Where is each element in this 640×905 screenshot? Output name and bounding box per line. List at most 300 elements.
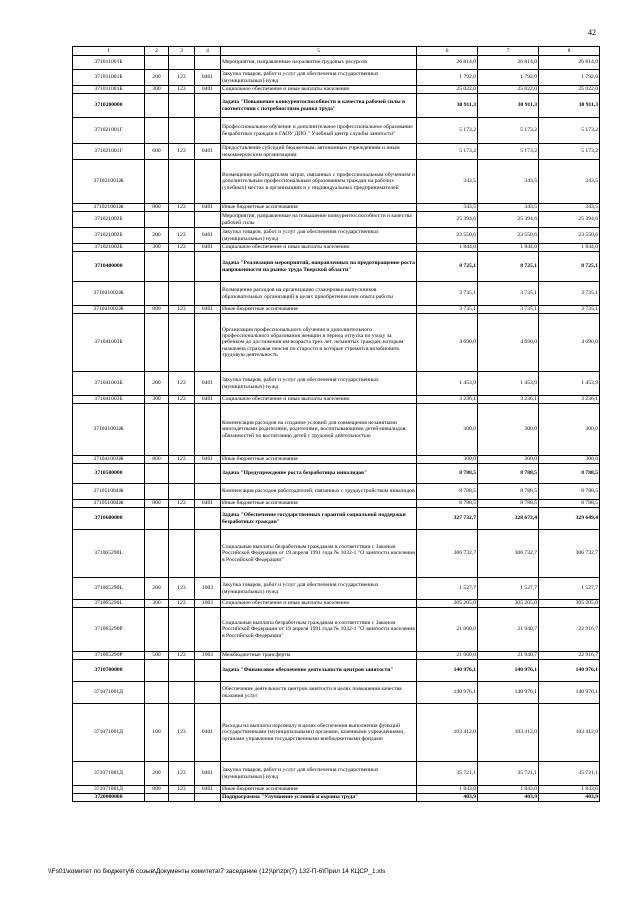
amount-year3-cell: 1 792,0 [539, 70, 600, 86]
section-cell [145, 464, 169, 484]
description-cell: Задача "Финансовое обеспечение деятельности центров занятости" [221, 660, 417, 682]
budget-code-cell: 371011001Б [73, 70, 145, 86]
description-cell: Возмещение работодателям затрат, связанных с профессиональным обучением и дополнительным профессиональным образованием граждан на рабочих (учебных) местах в организациях и у индивидуальных предпринимателей [221, 160, 417, 204]
amount-year2-cell: 35 721,1 [478, 762, 539, 786]
table-row [73, 314, 600, 372]
section-cell: 200 [145, 70, 169, 86]
amount-year1-cell: 21 000,0 [417, 608, 478, 652]
amount-year3-cell: 25 022,0 [539, 86, 600, 94]
subsection-cell: 1003 [195, 600, 221, 608]
amount-year3-cell: 305 205,0 [539, 600, 600, 608]
ministry-cell [169, 118, 195, 144]
subsection-cell: 1003 [195, 652, 221, 660]
amount-year1-cell: 306 732,7 [417, 530, 478, 578]
amount-year1-cell: 3 236,1 [417, 396, 478, 404]
ministry-cell [169, 212, 195, 228]
description-cell: Компенсация расходов на создание условий для совмещения незанятыми многодетными родителями, родителями, воспитывающими детей-инвалидов, обязанностей по воспитанию детей с трудовой деятельностью [221, 404, 417, 456]
amount-year1-cell: 403,9 [417, 794, 478, 802]
ministry-cell: 123 [169, 704, 195, 762]
budget-code-cell: 371041002Ж [73, 306, 145, 314]
ministry-cell: 123 [169, 600, 195, 608]
amount-year1-cell: 25 394,6 [417, 212, 478, 228]
budget-code-cell: 371021002Б [73, 212, 145, 228]
section-cell [145, 314, 169, 372]
amount-year2-cell: 140 976,1 [478, 660, 539, 682]
amount-year1-cell: 140 976,1 [417, 682, 478, 704]
amount-year1-cell: 3 735,1 [417, 306, 478, 314]
amount-year1-cell: 8 725,1 [417, 252, 478, 282]
subsection-cell: 0401 [195, 204, 221, 212]
section-cell [145, 212, 169, 228]
description-cell: Закупка товаров, работ и услуг для обеспечения государственных (муниципальных) нужд [221, 228, 417, 244]
subsection-cell: 0401 [195, 86, 221, 94]
description-cell: Предоставление субсидий бюджетным, автономным учреждениям и иным некоммерческим организациям [221, 144, 417, 160]
subsection-cell [195, 404, 221, 456]
amount-year2-cell: 328 673,4 [478, 508, 539, 530]
description-cell: Закупка товаров, работ и услуг для обеспечения государственных (муниципальных) нужд [221, 578, 417, 600]
description-cell: Закупка товаров, работ и услуг для обеспечения государственных (муниципальных) нужд [221, 372, 417, 396]
amount-year3-cell: 5 173,2 [539, 118, 600, 144]
description-cell: Задача "Повышение конкурентоспособности и качества рабочей силы в соответствии с потребностями рынка труда" [221, 94, 417, 118]
header-cell: 5 [221, 47, 417, 56]
description-cell: Межбюджетные трансферты [221, 652, 417, 660]
table-row [73, 704, 600, 762]
amount-year2-cell: 1 453,9 [478, 372, 539, 396]
table-row [73, 404, 600, 456]
subsection-cell: 0401 [195, 456, 221, 464]
section-cell: 300 [145, 396, 169, 404]
amount-year1-cell: 300,0 [417, 404, 478, 456]
table-row [73, 212, 600, 228]
ministry-cell: 123 [169, 244, 195, 252]
amount-year1-cell: 343,5 [417, 160, 478, 204]
amount-year1-cell: 300,0 [417, 456, 478, 464]
amount-year3-cell: 103 412,0 [539, 704, 600, 762]
ministry-cell [169, 160, 195, 204]
table-body [73, 56, 600, 802]
description-cell: Иные бюджетные ассигнования [221, 306, 417, 314]
table-row [73, 244, 600, 252]
section-cell: 800 [145, 306, 169, 314]
amount-year3-cell: 306 732,7 [539, 530, 600, 578]
table-row [73, 794, 600, 802]
amount-year2-cell: 8 788,5 [478, 464, 539, 484]
description-cell: Закупка товаров, работ и услуг для обеспечения государственных (муниципальных) нужд [221, 70, 417, 86]
section-cell [145, 794, 169, 802]
amount-year2-cell: 1 843,0 [478, 786, 539, 794]
amount-year2-cell: 8 788,5 [478, 484, 539, 500]
description-cell: Профессиональное обучение и дополнительное профессиональное образование безработных граждан в ГАОУ ДПО " Учебный центр службы занятости" [221, 118, 417, 144]
description-cell: Задача "Обеспечение государственных гарантий социальной поддержки безработных граждан" [221, 508, 417, 530]
ministry-cell: 123 [169, 306, 195, 314]
amount-year1-cell: 26 814,0 [417, 56, 478, 70]
budget-code-cell: 3710400000 [73, 252, 145, 282]
header-cell: 7 [478, 47, 539, 56]
amount-year2-cell: 3 735,1 [478, 306, 539, 314]
section-cell: 300 [145, 244, 169, 252]
budget-code-cell: 371065290L [73, 530, 145, 578]
amount-year3-cell: 26 814,0 [539, 56, 600, 70]
amount-year1-cell: 327 732,7 [417, 508, 478, 530]
budget-code-cell: 371071001Д [73, 704, 145, 762]
table-row [73, 306, 600, 314]
budget-code-cell: 371065290L [73, 600, 145, 608]
table-row [73, 228, 600, 244]
section-cell: 200 [145, 372, 169, 396]
subsection-cell: 0401 [195, 144, 221, 160]
ministry-cell [169, 484, 195, 500]
table-row [73, 118, 600, 144]
budget-code-cell: 3720000000 [73, 794, 145, 802]
ministry-cell [169, 608, 195, 652]
ministry-cell [169, 252, 195, 282]
table-row [73, 762, 600, 786]
table-row [73, 160, 600, 204]
description-cell: Возмещение расходов на организацию стажировки выпускников образовательных организаций в целях приобретения ими опыта работы [221, 282, 417, 306]
amount-year3-cell: 4 690,0 [539, 314, 600, 372]
amount-year1-cell: 8 788,5 [417, 500, 478, 508]
subsection-cell: 0401 [195, 704, 221, 762]
amount-year2-cell: 3 735,1 [478, 282, 539, 306]
subsection-cell: 0401 [195, 396, 221, 404]
section-cell [145, 118, 169, 144]
amount-year2-cell: 21 940,7 [478, 652, 539, 660]
header-cell: 1 [73, 47, 145, 56]
subsection-cell: 0401 [195, 70, 221, 86]
amount-year3-cell: 25 394,6 [539, 212, 600, 228]
budget-code-cell: 371041003Б [73, 372, 145, 396]
section-cell: 100 [145, 704, 169, 762]
section-cell [145, 56, 169, 70]
subsection-cell [195, 56, 221, 70]
amount-year3-cell: 8 788,5 [539, 500, 600, 508]
subsection-cell [195, 484, 221, 500]
subsection-cell [195, 530, 221, 578]
table-row [73, 282, 600, 306]
amount-year2-cell: 25 394,6 [478, 212, 539, 228]
section-cell: 300 [145, 86, 169, 94]
section-cell [145, 508, 169, 530]
amount-year3-cell: 3 236,1 [539, 396, 600, 404]
amount-year2-cell: 140 976,1 [478, 682, 539, 704]
section-cell [145, 404, 169, 456]
amount-year1-cell: 103 412,0 [417, 704, 478, 762]
amount-year2-cell: 343,5 [478, 160, 539, 204]
ministry-cell [169, 282, 195, 306]
amount-year1-cell: 1 453,9 [417, 372, 478, 396]
budget-code-cell: 371065290Р [73, 608, 145, 652]
ministry-cell: 123 [169, 786, 195, 794]
description-cell: Социальное обеспечение и иные выплаты населению [221, 244, 417, 252]
ministry-cell [169, 530, 195, 578]
description-cell: Социальное обеспечение и иные выплаты населению [221, 86, 417, 94]
amount-year2-cell: 343,5 [478, 204, 539, 212]
subsection-cell: 0401 [195, 500, 221, 508]
description-cell: Иные бюджетные ассигнования [221, 204, 417, 212]
description-cell: Задача "Предупреждение роста безработицы инвалидов" [221, 464, 417, 484]
budget-code-cell: 371065290L [73, 578, 145, 600]
amount-year2-cell: 403,9 [478, 794, 539, 802]
subsection-cell [195, 160, 221, 204]
section-cell [145, 160, 169, 204]
subsection-cell [195, 94, 221, 118]
ministry-cell: 123 [169, 456, 195, 464]
budget-code-cell: 3710200000 [73, 94, 145, 118]
amount-year3-cell: 403,9 [539, 794, 600, 802]
subsection-cell [195, 682, 221, 704]
ministry-cell: 123 [169, 204, 195, 212]
section-cell [145, 608, 169, 652]
page-number: 42 [588, 28, 596, 37]
budget-code-cell: 371065290Р [73, 652, 145, 660]
subsection-cell: 1003 [195, 578, 221, 600]
amount-year2-cell: 305 205,0 [478, 600, 539, 608]
section-cell: 800 [145, 786, 169, 794]
subsection-cell [195, 608, 221, 652]
ministry-cell [169, 682, 195, 704]
table-row [73, 682, 600, 704]
amount-year3-cell: 300,0 [539, 456, 600, 464]
amount-year2-cell: 5 173,2 [478, 144, 539, 160]
section-cell [145, 530, 169, 578]
amount-year2-cell: 300,0 [478, 404, 539, 456]
amount-year3-cell: 3 735,1 [539, 282, 600, 306]
section-cell [145, 682, 169, 704]
amount-year1-cell: 25 022,0 [417, 86, 478, 94]
section-cell [145, 282, 169, 306]
section-cell: 300 [145, 600, 169, 608]
amount-year1-cell: 23 550,6 [417, 228, 478, 244]
table-row [73, 86, 600, 94]
table-row [73, 204, 600, 212]
section-cell [145, 252, 169, 282]
ministry-cell [169, 794, 195, 802]
header-cell: 2 [145, 47, 169, 56]
budget-code-cell: 371051004Ж [73, 500, 145, 508]
amount-year3-cell: 23 550,6 [539, 228, 600, 244]
ministry-cell: 123 [169, 86, 195, 94]
subsection-cell: 0401 [195, 762, 221, 786]
section-cell [145, 484, 169, 500]
budget-code-cell: 371071001Д [73, 762, 145, 786]
subsection-cell [195, 212, 221, 228]
amount-year3-cell: 343,5 [539, 204, 600, 212]
section-cell: 800 [145, 204, 169, 212]
budget-code-cell: 371071001Д [73, 682, 145, 704]
amount-year2-cell: 1 527,7 [478, 578, 539, 600]
subsection-cell [195, 794, 221, 802]
section-cell: 600 [145, 144, 169, 160]
budget-table [72, 46, 600, 802]
budget-code-cell: 3710600000 [73, 508, 145, 530]
description-cell: Иные бюджетные ассигнования [221, 500, 417, 508]
amount-year2-cell: 5 173,2 [478, 118, 539, 144]
amount-year1-cell: 343,5 [417, 204, 478, 212]
budget-code-cell: 371021001Ж [73, 204, 145, 212]
amount-year1-cell: 8 788,5 [417, 484, 478, 500]
header-row [73, 47, 600, 56]
section-cell: 500 [145, 652, 169, 660]
amount-year3-cell: 1 844,0 [539, 244, 600, 252]
budget-code-cell: 371011001Б [73, 86, 145, 94]
header-cell: 3 [169, 47, 195, 56]
table-row [73, 484, 600, 500]
description-cell: Социальные выплаты безработным гражданам в соответствии с Законом Российской Федерации от 19 апреля 1991 года № 1032-1 "О занятости населения в Российской Федерации" [221, 530, 417, 578]
ministry-cell [169, 56, 195, 70]
amount-year3-cell: 22 916,7 [539, 652, 600, 660]
ministry-cell: 123 [169, 144, 195, 160]
table-row [73, 56, 600, 70]
amount-year1-cell: 21 000,0 [417, 652, 478, 660]
ministry-cell [169, 660, 195, 682]
ministry-cell: 123 [169, 652, 195, 660]
section-cell: 200 [145, 762, 169, 786]
table-row [73, 372, 600, 396]
amount-year3-cell: 343,5 [539, 160, 600, 204]
subsection-cell: 0401 [195, 372, 221, 396]
budget-code-cell: 371041003Ж [73, 404, 145, 456]
budget-code-cell: 371051004Ж [73, 484, 145, 500]
description-cell: Закупка товаров, работ и услуг для обеспечения государственных (муниципальных) нужд [221, 762, 417, 786]
table-row [73, 786, 600, 794]
amount-year3-cell: 5 173,2 [539, 144, 600, 160]
subsection-cell [195, 660, 221, 682]
description-cell: Социальное обеспечение и иные выплаты населению [221, 396, 417, 404]
amount-year2-cell: 3 236,1 [478, 396, 539, 404]
amount-year2-cell: 103 412,0 [478, 704, 539, 762]
amount-year1-cell: 305 205,0 [417, 600, 478, 608]
amount-year3-cell: 1 453,9 [539, 372, 600, 396]
amount-year2-cell: 25 022,0 [478, 86, 539, 94]
amount-year2-cell: 1 844,0 [478, 244, 539, 252]
amount-year3-cell: 8 788,5 [539, 464, 600, 484]
subsection-cell: 0401 [195, 228, 221, 244]
budget-code-cell: 371041002Ж [73, 282, 145, 306]
subsection-cell: 0401 [195, 306, 221, 314]
ministry-cell: 123 [169, 578, 195, 600]
amount-year2-cell: 306 732,7 [478, 530, 539, 578]
description-cell: Расходы на выплаты персоналу в целях обеспечения выполнения функций государственными (муниципальными) органами, казенными учреждениями, органами управления государственными внебюджетными фондами [221, 704, 417, 762]
section-cell [145, 660, 169, 682]
table-row [73, 600, 600, 608]
amount-year3-cell: 8 725,1 [539, 252, 600, 282]
amount-year2-cell: 21 940,7 [478, 608, 539, 652]
description-cell: Мероприятия, направленные на повышение конкурентоспособности и качества рабочей силы [221, 212, 417, 228]
table-row [73, 500, 600, 508]
ministry-cell: 123 [169, 762, 195, 786]
amount-year3-cell: 3 735,1 [539, 306, 600, 314]
description-cell: Задача "Реализация мероприятий, направленных на предотвращение роста напряженности на рынке труда Тверской области" [221, 252, 417, 282]
header-cell: 8 [539, 47, 600, 56]
table-row [73, 144, 600, 160]
amount-year2-cell: 23 550,6 [478, 228, 539, 244]
ministry-cell: 123 [169, 228, 195, 244]
description-cell: Обеспечение деятельности центров занятости в целях повышения качества оказания услуг [221, 682, 417, 704]
subsection-cell [195, 252, 221, 282]
description-cell: Социальные выплаты безработным гражданам в соответствии с Законом Российской Федерации от 19 апреля 1991 года № 1032-1 "О занятости населения в Российской Федерации" [221, 608, 417, 652]
section-cell: 800 [145, 500, 169, 508]
amount-year1-cell: 30 911,3 [417, 94, 478, 118]
amount-year2-cell: 30 911,3 [478, 94, 539, 118]
table-row [73, 508, 600, 530]
subsection-cell [195, 508, 221, 530]
table-row [73, 464, 600, 484]
amount-year2-cell: 1 792,0 [478, 70, 539, 86]
amount-year3-cell: 8 788,5 [539, 484, 600, 500]
subsection-cell [195, 282, 221, 306]
ministry-cell: 123 [169, 396, 195, 404]
subsection-cell [195, 314, 221, 372]
budget-code-cell: 3710500000 [73, 464, 145, 484]
amount-year2-cell: 300,0 [478, 456, 539, 464]
ministry-cell: 123 [169, 500, 195, 508]
budget-code-cell: 371021001Ж [73, 160, 145, 204]
table-row [73, 608, 600, 652]
description-cell: Иные бюджетные ассигнования [221, 786, 417, 794]
description-cell: Мероприятия, направленные на развитие трудовых ресурсов [221, 56, 417, 70]
ministry-cell: 123 [169, 70, 195, 86]
budget-code-cell: 371021002Б [73, 244, 145, 252]
amount-year3-cell: 35 721,1 [539, 762, 600, 786]
file-path-footer: \\Fs01\комитет по бюджету\6 созыв\Документы комитета\7 заседание (12)\pr\zpr(7) 132-П-6\Прил 14 КЦСР_1.xls [48, 868, 386, 875]
budget-code-cell: 371021001Г [73, 118, 145, 144]
amount-year1-cell: 5 173,2 [417, 118, 478, 144]
table-row [73, 94, 600, 118]
amount-year2-cell: 26 814,0 [478, 56, 539, 70]
amount-year1-cell: 140 976,1 [417, 660, 478, 682]
subsection-cell [195, 464, 221, 484]
section-cell: 200 [145, 228, 169, 244]
ministry-cell [169, 314, 195, 372]
ministry-cell [169, 464, 195, 484]
table-row [73, 252, 600, 282]
table-row [73, 396, 600, 404]
description-cell: Иные бюджетные ассигнования [221, 456, 417, 464]
amount-year1-cell: 3 735,1 [417, 282, 478, 306]
amount-year1-cell: 1 844,0 [417, 244, 478, 252]
amount-year2-cell: 4 690,0 [478, 314, 539, 372]
budget-code-cell: 371041003Б [73, 314, 145, 372]
header-cell: 4 [195, 47, 221, 56]
amount-year3-cell: 30 911,3 [539, 94, 600, 118]
description-cell: Подпрограмма "Улучшение условий и охраны труда" [221, 794, 417, 802]
section-cell [145, 94, 169, 118]
table-row [73, 578, 600, 600]
amount-year1-cell: 1 843,0 [417, 786, 478, 794]
amount-year1-cell: 5 173,2 [417, 144, 478, 160]
ministry-cell [169, 404, 195, 456]
budget-code-cell: 3710700000 [73, 660, 145, 682]
amount-year1-cell: 1 792,0 [417, 70, 478, 86]
description-cell: Социальное обеспечение и иные выплаты населению [221, 600, 417, 608]
table-row [73, 660, 600, 682]
amount-year3-cell: 329 649,4 [539, 508, 600, 530]
table-row [73, 652, 600, 660]
table-row [73, 70, 600, 86]
amount-year3-cell: 1 843,0 [539, 786, 600, 794]
ministry-cell [169, 508, 195, 530]
amount-year3-cell: 1 527,7 [539, 578, 600, 600]
description-cell: Организация профессионального обучения и дополнительного профессионального образования женщин в период отпуска по уходу за ребенком до достижения им возраста трех лет, незанятых граждан, которым назначена страховая пенсия по старости и которые стремятся возобновить трудовую деятельность [221, 314, 417, 372]
amount-year1-cell: 1 527,7 [417, 578, 478, 600]
amount-year1-cell: 35 721,1 [417, 762, 478, 786]
header-cell: 6 [417, 47, 478, 56]
budget-code-cell: 371021002Б [73, 228, 145, 244]
amount-year2-cell: 8 788,5 [478, 500, 539, 508]
ministry-cell: 123 [169, 372, 195, 396]
amount-year3-cell: 22 916,7 [539, 608, 600, 652]
ministry-cell [169, 94, 195, 118]
